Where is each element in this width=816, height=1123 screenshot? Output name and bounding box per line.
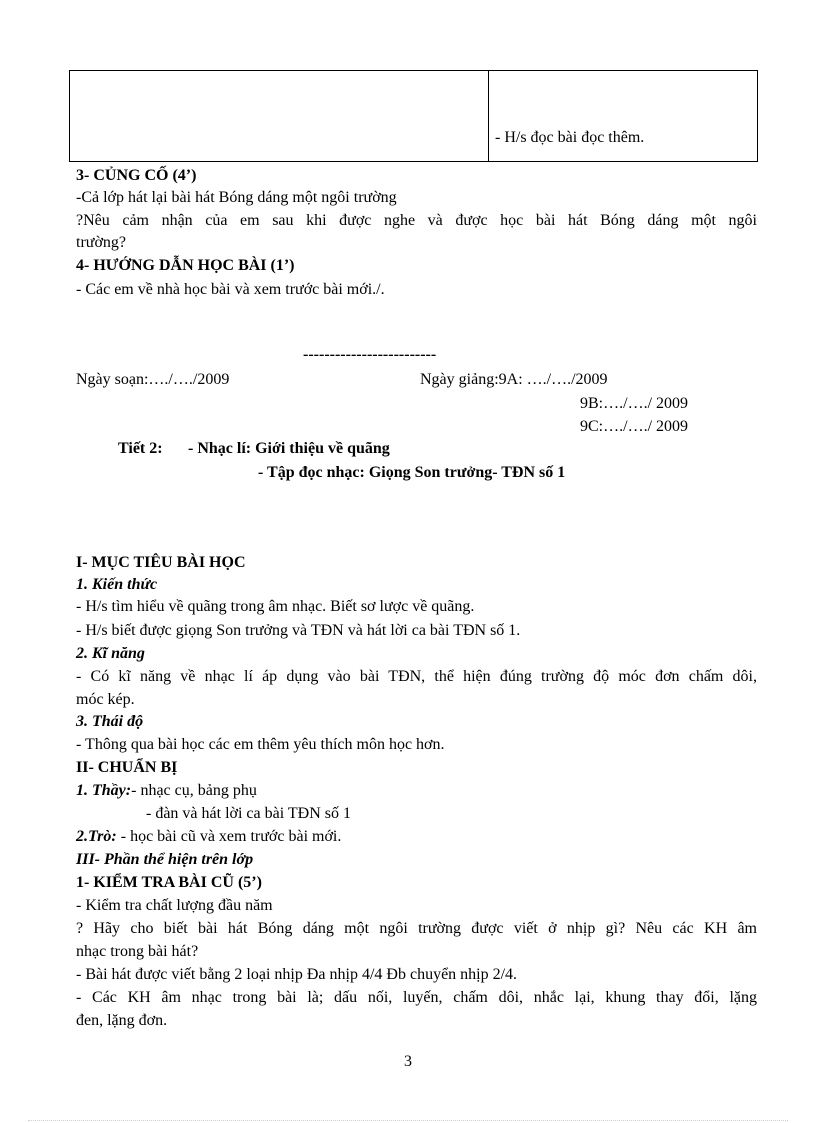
review-line-2a: ? Hãy cho biết bài hát Bóng dáng một ngôi trường được viết ở nhịp gì? Nêu các KH âm [76,920,757,937]
review-line-2b: nhạc trong bài hát? [76,943,199,960]
review-heading: 1- KIỂM TRA BÀI CŨ (5’) [76,874,262,891]
consolidation-line-2a: ?Nêu cảm nhận của em sau khi được nghe và được học bài hát Bóng dáng một ngôi [76,212,757,229]
review-line-3: - Bài hát được viết bằng 2 loại nhịp Đa nhịp 4/4 Đb chuyển nhịp 2/4. [76,966,518,983]
teacher-label: 1. Thầy: [76,782,132,799]
activity-table [69,70,758,162]
student-label: 2.Trò: [76,828,117,845]
teacher-line-1 [76,781,257,801]
objectives-heading: I- MỤC TIÊU BÀI HỌC [76,554,246,571]
consolidation-heading: 3- CỦNG CỐ (4’) [76,167,197,184]
knowledge-heading: 1. Kiến thức [76,576,158,593]
review-line-4b: đen, lặng đơn. [76,1012,168,1029]
guidance-heading: 4- HƯỚNG DẪN HỌC BÀI (1’) [76,257,295,274]
review-line-4a: - Các KH âm nhạc trong bài là; dấu nối, luyến, chấm dôi, nhắc lại, khung thay đổi, lặng [76,989,757,1006]
knowledge-line-1: - H/s tìm hiểu về quãng trong âm nhạc. Biết sơ lược về quãng. [76,598,475,615]
student-line-1 [76,827,341,847]
preparation-heading: II- CHUẨN BỊ [76,759,178,776]
date-prepared: Ngày soạn:…./…./2009 [76,371,230,388]
review-line-1: - Kiểm tra chất lượng đầu năm [76,897,273,914]
student-item-1: - học bài cũ và xem trước bài mới. [116,828,342,845]
skills-line-1b: móc kép. [76,691,135,708]
procedure-heading: III- Phần thể hiện trên lớp [76,851,254,868]
date-taught-9a: Ngày giảng:9A: …./…./2009 [420,371,608,388]
attitude-line-1: - Thông qua bài học các em thêm yêu thích môn học hơn. [76,736,445,753]
guidance-line-1: - Các em về nhà học bài và xem trước bài mới./. [76,281,385,298]
teacher-item-2: - đàn và hát lời ca bài TĐN số 1 [146,805,351,822]
attitude-heading: 3. Thái độ [76,713,144,730]
separator-line: ------------------------- [303,346,437,363]
consolidation-line-2b: trường? [76,234,127,251]
lesson-topic-1: - Nhạc lí: Giới thiệu về quãng [188,440,390,457]
consolidation-line-1: -Cả lớp hát lại bài hát Bóng dáng một ngôi trường [76,189,397,206]
knowledge-line-2: - H/s biết được giọng Son trưởng và TĐN và hát lời ca bài TĐN số 1. [76,622,521,639]
teacher-item-1: - nhạc cụ, bảng phụ [131,782,257,799]
skills-line-1a: - Có kĩ năng về nhạc lí áp dụng vào bài TĐN, thể hiện đúng trường độ móc đơn chấm dôi, [76,668,757,685]
page-bottom-divider [28,1120,788,1121]
date-taught-9c: 9C:…./…./ 2009 [580,418,689,435]
page-number: 3 [404,1053,412,1070]
table-cell-text: - H/s đọc bài đọc thêm. [495,129,645,146]
skills-heading: 2. Kĩ năng [76,645,145,662]
lesson-label: Tiết 2: [118,440,163,457]
lesson-topic-2: - Tập đọc nhạc: Giọng Son trưởng- TĐN số 1 [258,464,566,481]
date-taught-9b: 9B:…./…./ 2009 [580,395,689,412]
table-cell-right [488,71,759,161]
